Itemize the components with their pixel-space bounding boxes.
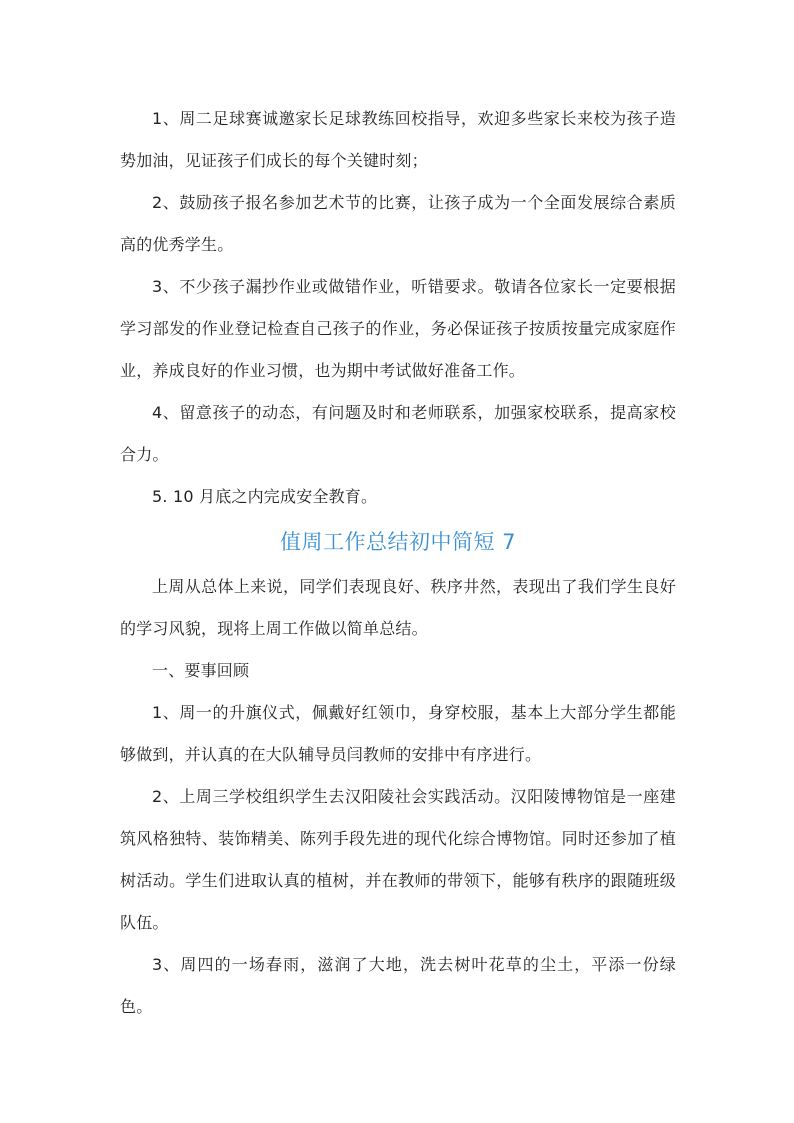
paragraph-event-3: 3、周四的一场春雨，滋润了大地，洗去树叶花草的尘土，平添一份绿色。 <box>120 955 676 1016</box>
paragraph-item-2: 2、鼓励孩子报名参加艺术节的比赛，让孩子成为一个全面发展综合素质高的优秀学生。 <box>120 193 676 254</box>
paragraph-item-3: 3、不少孩子漏抄作业或做错作业，听错要求。敬请各位家长一定要根据学习部发的作业登记检查自己孩子的作业，务必保证孩子按质按量完成家庭作业，养成良好的作业习惯，也为期中考试做好准备工作。 <box>120 277 676 380</box>
subheading-key-events: 一、要事回顾 <box>152 661 250 680</box>
paragraph-event-1: 1、周一的升旗仪式，佩戴好红领巾，身穿校服，基本上大部分学生都能够做到，并认真的在大队辅导员闫教师的安排中有序进行。 <box>120 703 676 764</box>
paragraph-item-4: 4、留意孩子的动态，有问题及时和老师联系，加强家校联系，提高家校合力。 <box>120 403 676 464</box>
document-body <box>120 98 676 1028</box>
paragraph-item-1: 1、周二足球赛诚邀家长足球教练回校指导，欢迎多些家长来校为孩子造势加油，见证孩子们成长的每个关键时刻； <box>120 109 676 170</box>
paragraph-item-5: 5. 10 月底之内完成安全教育。 <box>152 487 378 506</box>
paragraph-event-2: 2、上周三学校组织学生去汉阳陵社会实践活动。汉阳陵博物馆是一座建筑风格独特、装饰精美、陈列手段先进的现代化综合博物馆。同时还参加了植树活动。学生们进取认真的植树，并在教师的带领下，能够有秩序的跟随班级队伍。 <box>120 787 676 932</box>
paragraph-intro: 上周从总体上来说，同学们表现良好、秩序井然，表现出了我们学生良好的学习风貌，现将上周工作做以简单总结。 <box>120 577 676 638</box>
section-heading: 值周工作总结初中简短 7 <box>279 530 517 554</box>
